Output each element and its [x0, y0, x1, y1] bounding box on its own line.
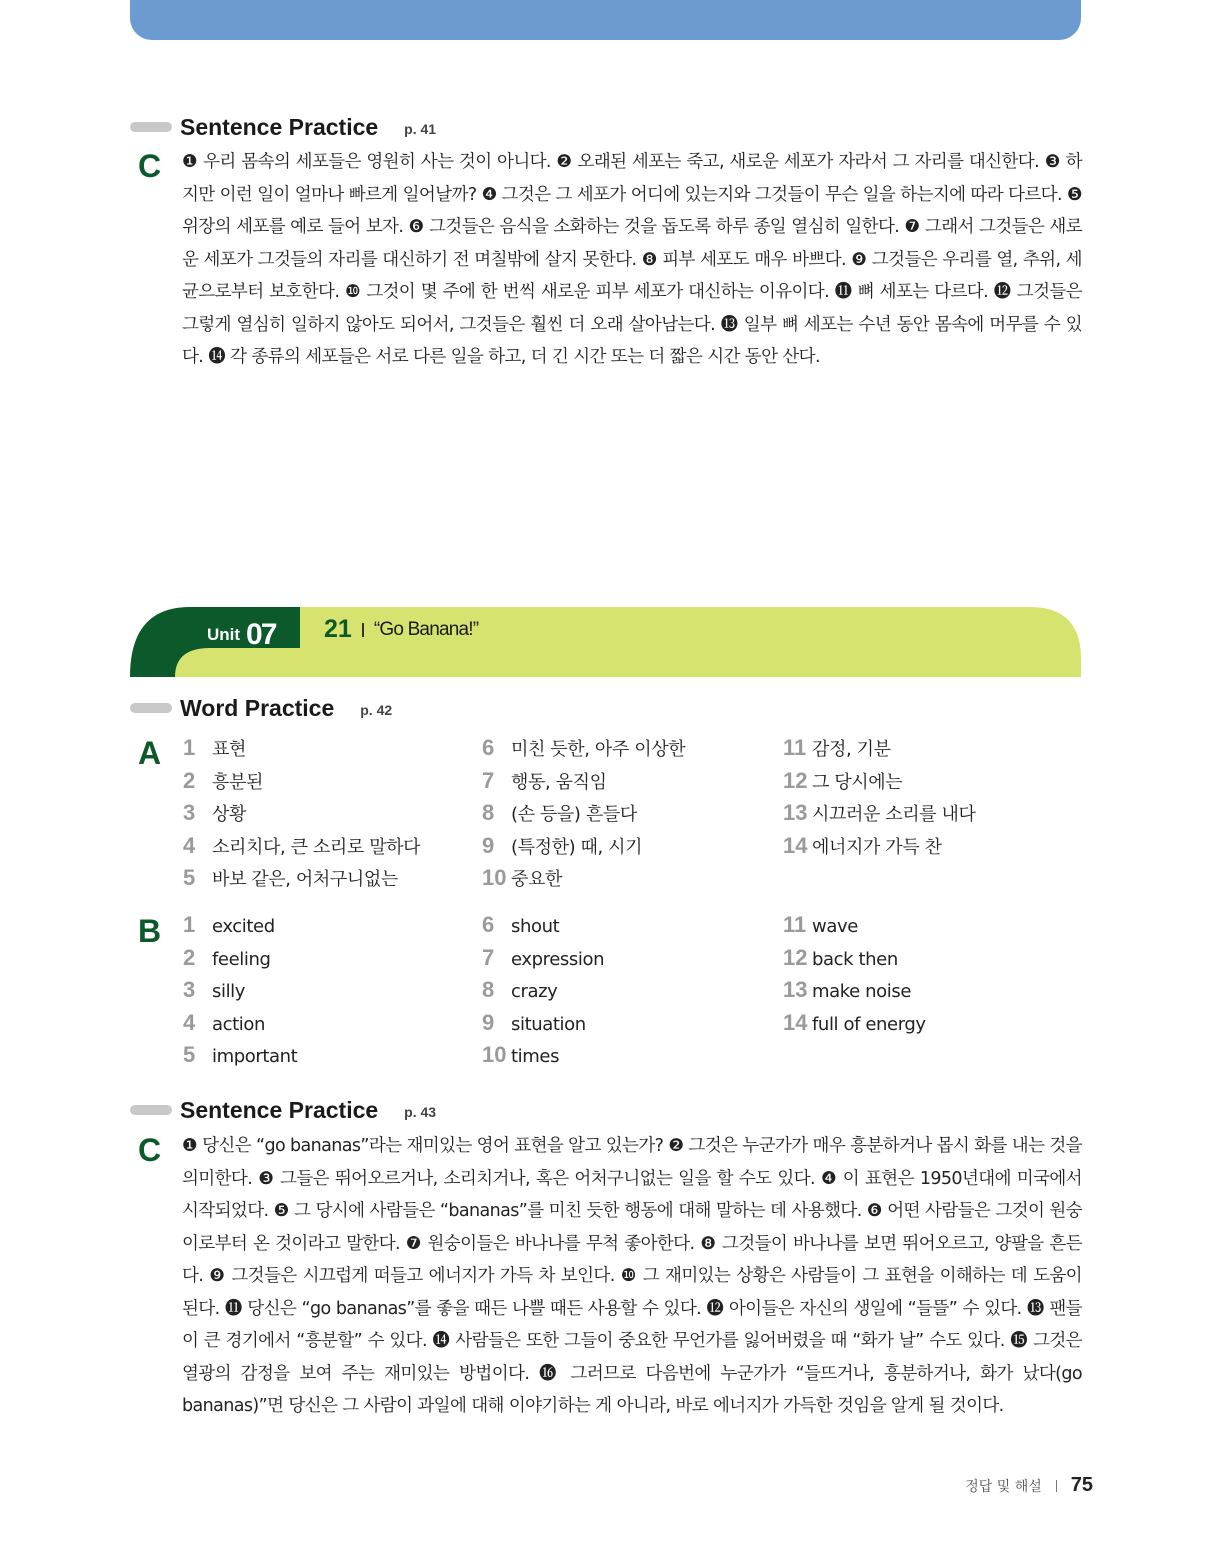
item-number: 4: [183, 832, 196, 858]
item-text: 행동, 움직임: [511, 771, 607, 793]
item-number: 8: [482, 800, 495, 825]
item-number: 5: [183, 1042, 196, 1067]
sentence-practice-header-2: [130, 1095, 436, 1125]
list-item: [783, 912, 926, 945]
item-text: 상황: [212, 804, 246, 825]
item-number: 3: [183, 977, 196, 1002]
word-list-b-col3: [783, 912, 926, 1042]
footer-divider: [1056, 1480, 1057, 1492]
list-item: [482, 977, 604, 1010]
item-text: situation: [511, 1013, 586, 1035]
item-text: times: [511, 1046, 560, 1067]
list-item: [183, 865, 420, 898]
item-text: shout: [511, 916, 560, 937]
item-text: 에너지가 가득 찬: [812, 836, 942, 858]
item-text: 소리치다, 큰 소리로 말하다: [212, 836, 421, 858]
list-item: [183, 833, 420, 866]
top-color-bar: [130, 0, 1081, 40]
item-number: 2: [183, 767, 196, 793]
item-text: feeling: [212, 948, 271, 970]
section-title: Sentence Practice: [180, 113, 379, 140]
item-text: 그 당시에는: [812, 771, 903, 793]
unit-label: Unit: [207, 625, 241, 644]
sentence-practice-header-1: [130, 112, 436, 142]
list-item: [183, 1042, 297, 1075]
list-item: [482, 833, 685, 866]
list-item: [183, 768, 420, 801]
exercise-letter-c-1: C: [138, 148, 162, 184]
word-list-b-col2: [482, 912, 604, 1075]
section-page-ref: p. 43: [404, 1104, 437, 1120]
list-item: [183, 977, 297, 1010]
list-item: [783, 833, 976, 866]
item-number: 9: [482, 1009, 495, 1035]
word-list-a-col2: [482, 735, 685, 898]
section-page-ref: p. 41: [404, 121, 437, 137]
list-item: [482, 1010, 604, 1043]
item-text: 표현: [212, 739, 246, 760]
list-item: [482, 800, 685, 833]
item-number: 5: [183, 865, 196, 890]
list-item: [183, 800, 420, 833]
list-item: [482, 945, 604, 978]
item-number: 11: [783, 912, 807, 937]
exercise-letter-a: A: [138, 735, 162, 771]
list-item: [183, 1010, 297, 1043]
word-list-a-col1: [183, 735, 420, 898]
lesson-divider: [362, 623, 364, 637]
item-number: 2: [183, 944, 196, 970]
list-item: [183, 945, 297, 978]
section-page-ref: p. 42: [360, 702, 393, 718]
item-text: crazy: [511, 981, 558, 1002]
exercise-letter-b: B: [138, 913, 162, 949]
section-pill-icon: [130, 1105, 172, 1115]
sentence-practice-text-2: ❶ 당신은 “go bananas”라는 재미있는 영어 표현을 알고 있는가? ❷ 그것은 누군가가 매우 흥분하거나 몹시 화를 내는 것을 의미한다. ❸ 그들은 뛰어오르거나, 소리치거나, 혹은 어처구니없는 일을 할 수도 있다. ❹ 이 표현은 1950년대에 미국에서 시작되었다. ❺ 그 당시에 사람들은 “bananas”를 미친 듯한 행동에 대해 말하는 데 사용했다. ❻ 어떤 사람들은 그것이 원숭이로부터 온 것이라고 말한다. ❼ 원숭이들은 바나나를 무척 좋아한다. ❽ 그것들이 바나나를 보면 뛰어오르고, 양팔을 흔든다. ❾ 그것들은 시끄럽게 떠들고 에너지가 가득 차 보인다. ❿ 그 재미있는 상황은 사람들이 그 표현을 이해하는 데 도움이 된다. ⓫ 당신은 “go bananas”를 좋을 때든 나쁠 때든 사용할 수 있다. ⓬ 아이들은 자신의 생일에 “들뜰” 수 있다. ⓭ 팬들이 큰 경기에서 “흥분할” 수 있다. ⓮ 사람들은 또한 그들이 중요한 무언가를 잃어버렸을 때 “화가 날” 수도 있다. ⓯ 그것은 열광의 감정을 보여 주는 재미있는 방법이다. ⓰ 그러므로 다음번에 누군가가 “들뜨거나, 흥분하거나, 화가 났다(go bananas)”면 당신은 그 사람이 과일에 대해 이야기하는 게 아니라, 바로 에너지가 가득한 것임을 알게 될 것이다.: [182, 1136, 1082, 1416]
item-number: 8: [482, 977, 495, 1002]
item-number: 11: [783, 735, 807, 760]
item-text: 흥분된: [212, 771, 263, 793]
item-text: 감정, 기분: [812, 739, 891, 760]
item-text: important: [212, 1046, 298, 1067]
list-item: [482, 768, 685, 801]
word-list-b-col1: [183, 912, 297, 1075]
list-item: [783, 800, 976, 833]
item-text: 바보 같은, 어처구니없는: [212, 869, 398, 890]
word-list-a-col3: [783, 735, 976, 865]
sentence-practice-text-1: ❶ 우리 몸속의 세포들은 영원히 사는 것이 아니다. ❷ 오래된 세포는 죽고, 새로운 세포가 자라서 그 자리를 대신한다. ❸ 하지만 이런 일이 얼마나 빠르게 일어날까? ❹ 그것은 그 세포가 어디에 있는지와 그것들이 무슨 일을 하는지에 따라 다르다. ❺ 위장의 세포를 예로 들어 보자. ❻ 그것들은 음식을 소화하는 것을 돕도록 하루 종일 열심히 일한다. ❼ 그래서 그것들은 새로운 세포가 그것들의 자리를 대신하기 전 며칠밖에 살지 못한다. ❽ 피부 세포도 매우 바쁘다. ❾ 그것들은 우리를 열, 추위, 세균으로부터 보호한다. ❿ 그것이 몇 주에 한 번씩 새로운 피부 세포가 대신하는 이유이다. ⓫ 뼈 세포는 다르다. ⓬ 그것들은 그렇게 열심히 일하지 않아도 되어서, 그것들은 훨씬 더 오래 살아남는다. ⓭ 일부 뼈 세포는 수년 동안 몸속에 머무를 수 있다. ⓮ 각 종류의 세포들은 서로 다른 일을 하고, 더 긴 시간 또는 더 짧은 시간 동안 산다.: [182, 152, 1082, 367]
list-item: [783, 1010, 926, 1043]
item-number: 12: [783, 944, 808, 970]
item-text: expression: [511, 948, 605, 970]
lesson-number: 21: [324, 615, 352, 643]
list-item: [183, 912, 297, 945]
page-footer: [965, 1474, 1093, 1497]
list-item: [783, 977, 926, 1010]
item-text: wave: [812, 916, 858, 937]
section-title: Sentence Practice: [180, 1096, 379, 1123]
item-number: 7: [482, 944, 495, 970]
list-item: [482, 912, 604, 945]
exercise-letter-c-2: C: [138, 1132, 162, 1168]
item-text: excited: [212, 916, 275, 937]
item-number: 7: [482, 767, 495, 793]
item-number: 13: [783, 977, 808, 1002]
item-text: back then: [812, 948, 898, 970]
item-number: 12: [783, 767, 808, 793]
word-practice-header: [130, 693, 392, 723]
item-number: 4: [183, 1009, 196, 1035]
item-number: 9: [482, 832, 495, 858]
item-number: 3: [183, 800, 196, 825]
item-text: 시끄러운 소리를 내다: [812, 804, 976, 825]
item-text: 미친 듯한, 아주 이상한: [511, 739, 686, 760]
lesson-title: “Go Banana!”: [373, 618, 479, 640]
item-text: action: [212, 1013, 266, 1035]
list-item: [482, 735, 685, 768]
page-number: 75: [1070, 1474, 1093, 1496]
item-number: 1: [183, 735, 196, 760]
item-number: 6: [482, 735, 495, 760]
item-text: make noise: [812, 981, 912, 1002]
item-text: full of energy: [812, 1013, 926, 1035]
list-item: [482, 1042, 604, 1075]
item-text: 중요한: [511, 869, 562, 890]
item-number: 10: [482, 865, 507, 890]
unit-label-group: [207, 618, 275, 652]
list-item: [783, 735, 976, 768]
item-number: 1: [183, 912, 196, 937]
item-number: 14: [783, 1009, 808, 1035]
item-number: 13: [783, 800, 808, 825]
list-item: [783, 768, 976, 801]
list-item: [482, 865, 685, 898]
list-item: [783, 945, 926, 978]
item-text: silly: [212, 981, 246, 1002]
item-text: (손 등을) 흔들다: [511, 804, 637, 825]
section-pill-icon: [130, 122, 172, 132]
item-text: (특정한) 때, 시기: [511, 836, 643, 858]
item-number: 10: [482, 1042, 507, 1067]
lesson-title-group: [324, 615, 478, 644]
section-pill-icon: [130, 703, 172, 713]
list-item: [183, 735, 420, 768]
item-number: 6: [482, 912, 495, 937]
item-number: 14: [783, 832, 808, 858]
footer-label: 정답 및 해설: [965, 1478, 1042, 1495]
section-title: Word Practice: [180, 694, 335, 721]
unit-number: 07: [246, 618, 276, 651]
